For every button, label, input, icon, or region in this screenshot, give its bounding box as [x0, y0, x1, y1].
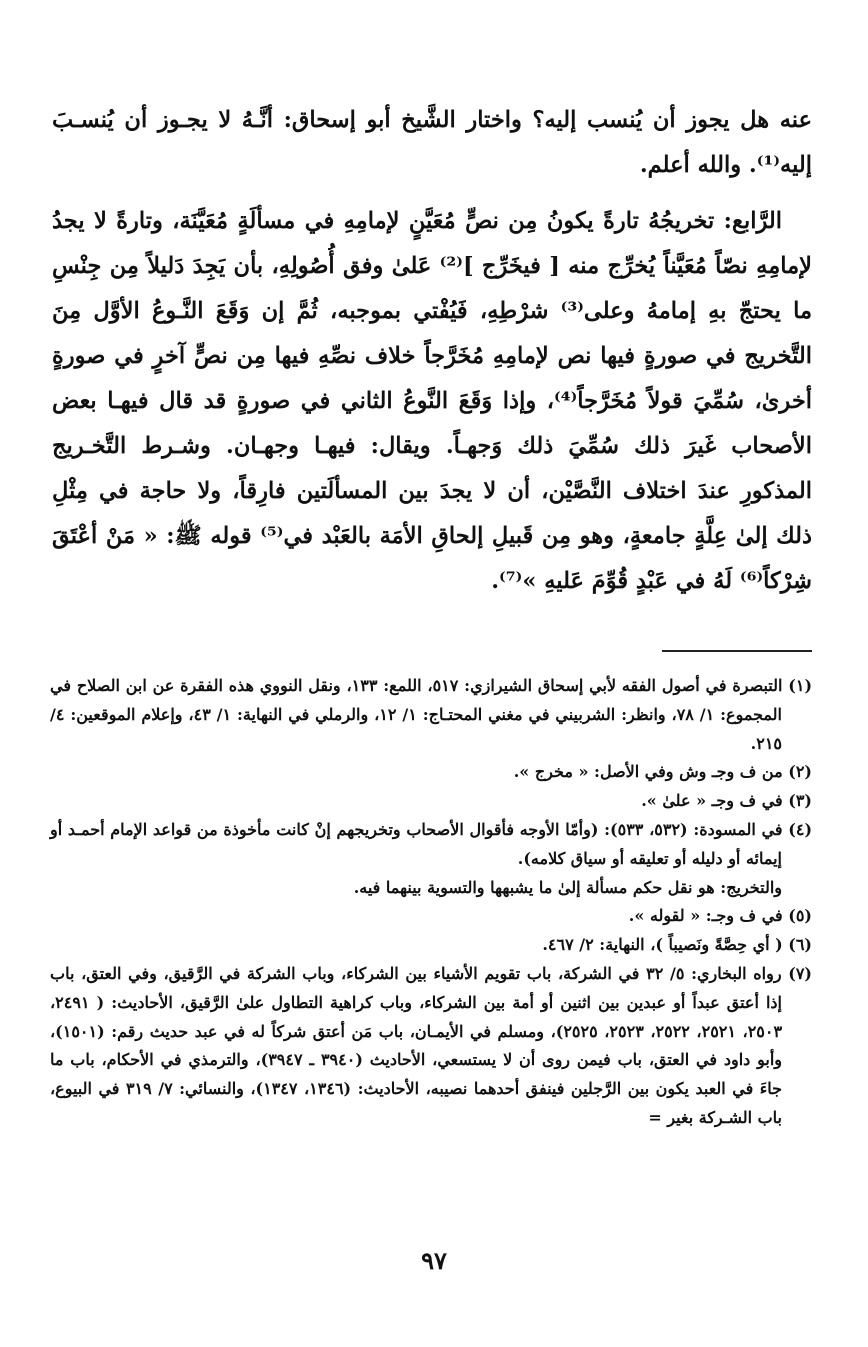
footnote-4-continuation: والتخريج: هو نقل حكم مسألة إلىٰ ما يشبهها والتسوية بينهما فيه. [353, 877, 782, 897]
main-paragraph-1: عنه هل يجوز أن يُنسب إليه؟ واختار الشَّيخ أبو إسحاق: أنَّـهُ لا يجـوز أن يُنسـبَ إليه⁽¹⁾. والله أعلم. [52, 107, 812, 178]
footnote-7: (٧) رواه البخاري: ٥/ ٣٢ في الشركة، باب تقويم الأشياء بين الشركاء، وباب الشركة في الرَّقيق، وفي العتق، باب إذا أعتق عبداً أو عبدين بين اثنين أو أمة بين الشركاء، وباب كراهية التطاول علىٰ الرَّقيق، الأحاديث: ( ٢٤٩١، ٢٥٠٣، ٢٥٢١، ٢٥٢٢، ٢٥٢٣، ٢٥٢٥)، ومسلم في الأيمـان، باب مَن أعتق شركاً له في عبد حديث رقم: (١٥٠١)، وأبو داود في العتق، باب فيمن روى أن لا يستسعي، الأحاديث (٣٩٤٠ ـ ٣٩٤٧)، والترمذي في الأحكام، باب ما جاءَ في العبد يكون بين الرَّجلين فينفق أحدهما نصيبه، الأحاديث: (١٣٤٦، ١٣٤٧)، والنسائي: ٧/ ٣١٩ في البيوع، باب الشـركة بغير = [50, 963, 812, 1127]
footnote-3: (٣) في ف وجـ « علىٰ ». [641, 791, 812, 811]
main-paragraph-2: الرَّابع: تخريجُهُ تارةً يكونُ مِن نصٍّ مُعَيَّنٍ لإمامِهِ في مسألَةٍ مُعَيَّنَة، وتارةً لا يجدُ لإمامِهِ نصّاً مُعَيَّناً يُخرِّج منه [ فيخَرِّج ]⁽²⁾ عَلىٰ وفق أُصُولِهِ، بأن يَجِدَ دَليلاً مِن جِنْسِ ما يحتجّ بهِ إمامهُ وعلى⁽³⁾ شرْطِهِ، فَيُفْتي بموجبه، ثُمَّ إن وَقَعَ النَّـوعُ الأوَّل مِنَ التَّخريج في صورةٍ فيها نص لإمامِهِ مُخَرَّجاً خلاف نصِّهِ فيها مِن نصٍّ آخرٍ في صورةٍ أخرىٰ، سُمِّيَ قولاً مُخَرَّجاً⁽⁴⁾، وإذا وَقَعَ النَّوعُ الثاني في صورةٍ قد قال فيهـا بعض الأصحاب غَيرَ ذلك سُمِّيَ ذلك وَجهـاً. ويقال: فيهـا وجهـان. وشـرط التَّخـريج المذكورِ عندَ اختلاف النَّصَّيْن، أن لا يجدَ بين المسألَتين فارِقاً، ولا حاجة في مِثْلِ ذلك إلىٰ عِلَّةٍ جامعةٍ، وهو مِن قَبيلِ إلحاقِ الأمَة بالعَبْد في⁽⁵⁾ قوله ﷺ: « مَنْ أعْتَقَ شِرْكاً⁽⁶⁾ لَهُ في عَبْدٍ قُوِّمَ عَليهِ »⁽⁷⁾. [52, 208, 813, 594]
footnote-1: (١) التبصرة في أصول الفقه لأبي إسحاق الشيرازي: ٥١٧، اللمع: ١٣٣، ونقل النووي هذه الفقرة عن ابن الصلاح في المجموع: ١/ ٧٨، وانظر: الشربيني في مغني المحتـاج: ١/ ١٢، والرملي في النهاية: ١/ ٤٣، وإعلام الموقعين: ٤/ ٢١٥. [50, 676, 813, 753]
page-number: ٩٧ [421, 1246, 447, 1275]
footnote-2: (٢) من ف وجـ وش وفي الأصل: « مخرج ». [513, 762, 812, 782]
footnote-5: (٥) في ف وجـ: « لقوله ». [628, 906, 812, 926]
footnote-separator [662, 650, 812, 652]
main-text [52, 98, 812, 615]
footnote-6: (٦) ( أي حِصَّةً ونَصيباً )، النهاية: ٢/ ٤٦٧. [542, 935, 812, 955]
footnote-4: (٤) في المسودة: (٥٣٢، ٥٣٣): (وأمّا الأوجه فأقوال الأصحاب وتخريجهم إنْ كانت مأخوذة من قواعد الإمام أحمـد أو إيمائه أو دليله أو تعليقه أو سياق كلامه). [50, 819, 813, 868]
footnotes [50, 672, 812, 1133]
